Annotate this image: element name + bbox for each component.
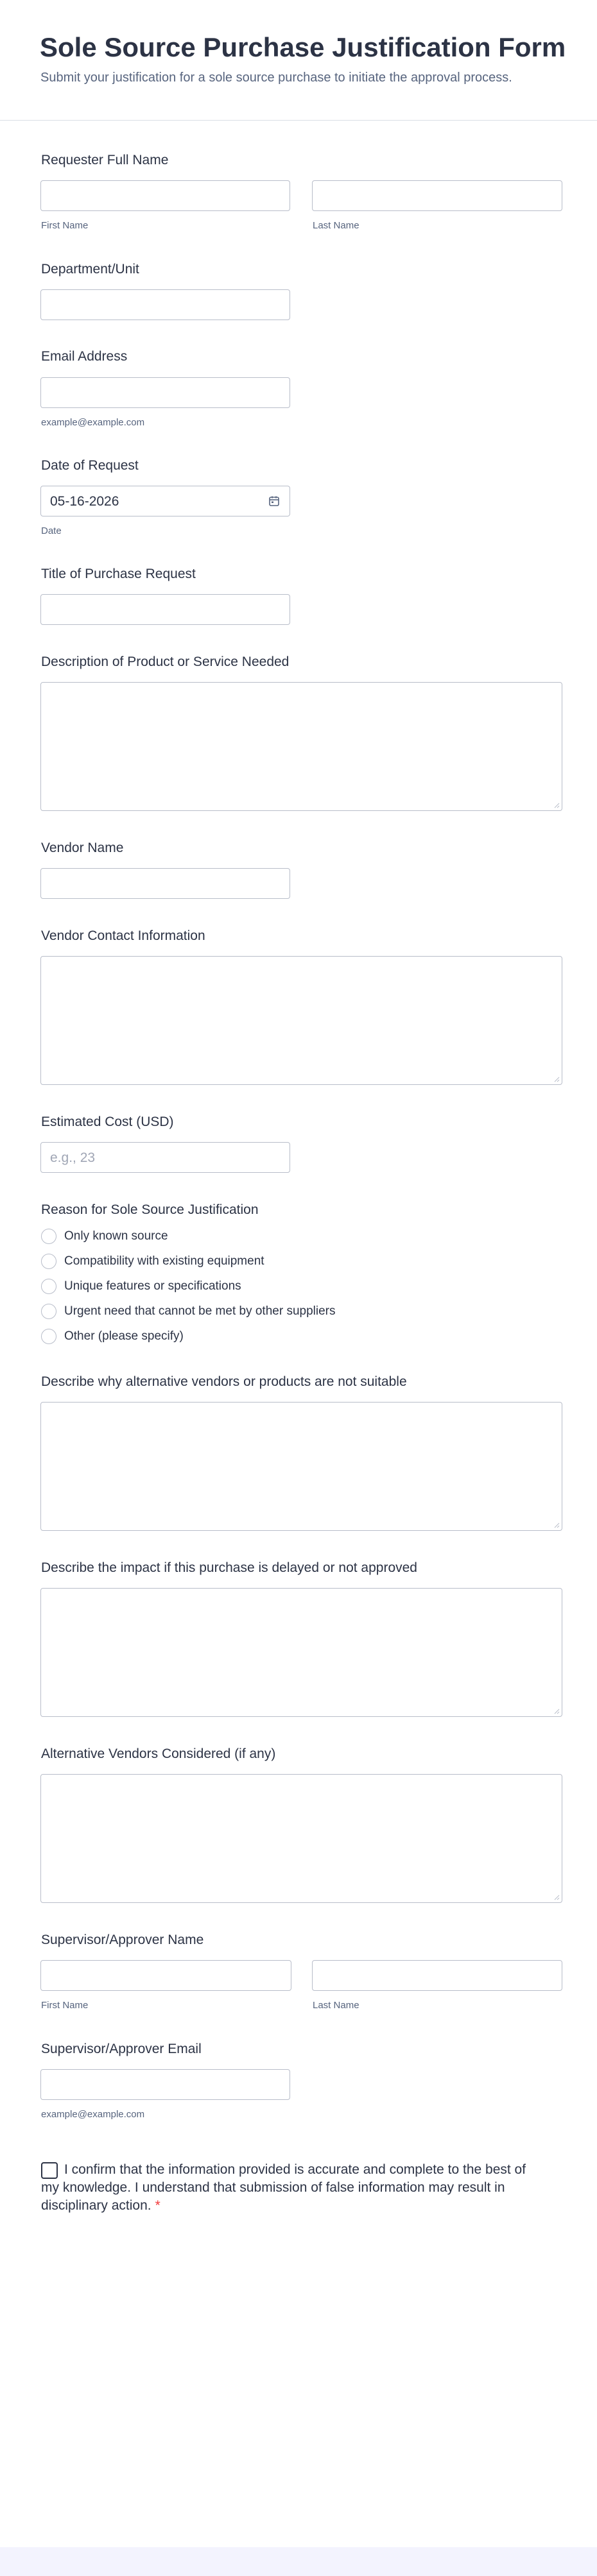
estimated-cost-placeholder: e.g., 23	[50, 1150, 96, 1165]
required-asterisk: *	[155, 2198, 160, 2213]
department-label: Department/Unit	[41, 262, 139, 277]
requester-last-name-input[interactable]	[312, 180, 562, 211]
requester-name-label: Requester Full Name	[41, 153, 169, 167]
estimated-cost-label: Estimated Cost (USD)	[41, 1114, 174, 1129]
requester-first-name-input[interactable]	[40, 180, 290, 211]
email-input[interactable]	[40, 377, 290, 408]
supervisor-email-label: Supervisor/Approver Email	[41, 2042, 202, 2056]
resize-grip-icon[interactable]	[553, 802, 560, 808]
date-input[interactable]	[40, 486, 290, 516]
requester-last-name-sublabel: Last Name	[313, 220, 359, 231]
supervisor-first-name-input[interactable]	[40, 1960, 291, 1991]
email-label: Email Address	[41, 349, 128, 364]
confirmation-text	[41, 2161, 529, 2215]
reason-label: Reason for Sole Source Justification	[41, 1202, 259, 1217]
estimated-cost-input[interactable]	[40, 1142, 290, 1173]
date-value: 05-16-2026	[50, 494, 119, 509]
delay-impact-textarea[interactable]	[40, 1588, 562, 1717]
radio-label: Compatibility with existing equipment	[64, 1254, 264, 1268]
confirmation-label: I confirm that the information provided is accurate and complete to the best of my knowledge. I understand that submission of false information may result in disciplinary action.	[41, 2162, 526, 2213]
vendor-contact-textarea[interactable]	[40, 956, 562, 1085]
vendor-name-input[interactable]	[40, 868, 290, 899]
alternative-vendors-textarea[interactable]	[40, 1774, 562, 1903]
radio-label: Other (please specify)	[64, 1329, 184, 1343]
form-title: Sole Source Purchase Justification Form	[40, 32, 566, 62]
date-label: Date of Request	[41, 458, 139, 473]
purchase-title-input[interactable]	[40, 594, 290, 625]
requester-first-name-sublabel: First Name	[41, 220, 89, 231]
radio-button[interactable]	[41, 1254, 56, 1269]
email-sublabel: example@example.com	[41, 417, 145, 428]
calendar-icon[interactable]	[268, 495, 281, 508]
supervisor-name-label: Supervisor/Approver Name	[41, 1932, 204, 1947]
radio-button[interactable]	[41, 1279, 56, 1294]
supervisor-last-name-input[interactable]	[312, 1960, 562, 1991]
form-subtitle: Submit your justification for a sole source purchase to initiate the approval process.	[40, 71, 512, 85]
description-label: Description of Product or Service Needed	[41, 654, 290, 669]
supervisor-email-input[interactable]	[40, 2069, 290, 2100]
resize-grip-icon[interactable]	[553, 1522, 560, 1528]
confirmation-checkbox[interactable]	[41, 2162, 58, 2179]
supervisor-email-sublabel: example@example.com	[41, 2109, 145, 2120]
radio-button[interactable]	[41, 1329, 56, 1344]
vendor-name-label: Vendor Name	[41, 840, 124, 855]
department-input[interactable]	[40, 289, 290, 320]
radio-button[interactable]	[41, 1229, 56, 1244]
vendor-contact-label: Vendor Contact Information	[41, 928, 205, 943]
radio-label: Unique features or specifications	[64, 1279, 241, 1293]
radio-label: Urgent need that cannot be met by other suppliers	[64, 1304, 336, 1318]
alternatives-unsuitable-textarea[interactable]	[40, 1402, 562, 1531]
resize-grip-icon[interactable]	[553, 1076, 560, 1082]
purchase-title-label: Title of Purchase Request	[41, 567, 196, 581]
radio-button[interactable]	[41, 1304, 56, 1319]
date-sublabel: Date	[41, 525, 62, 536]
radio-label: Only known source	[64, 1229, 168, 1243]
resize-grip-icon[interactable]	[553, 1708, 560, 1714]
alternatives-unsuitable-label: Describe why alternative vendors or products are not suitable	[41, 1374, 407, 1389]
description-textarea[interactable]	[40, 682, 562, 811]
form-header	[0, 0, 597, 121]
delay-impact-label: Describe the impact if this purchase is delayed or not approved	[41, 1560, 417, 1575]
alternative-vendors-label: Alternative Vendors Considered (if any)	[41, 1746, 276, 1761]
supervisor-first-name-sublabel: First Name	[41, 2000, 89, 2011]
resize-grip-icon[interactable]	[553, 1894, 560, 1900]
supervisor-last-name-sublabel: Last Name	[313, 2000, 359, 2011]
